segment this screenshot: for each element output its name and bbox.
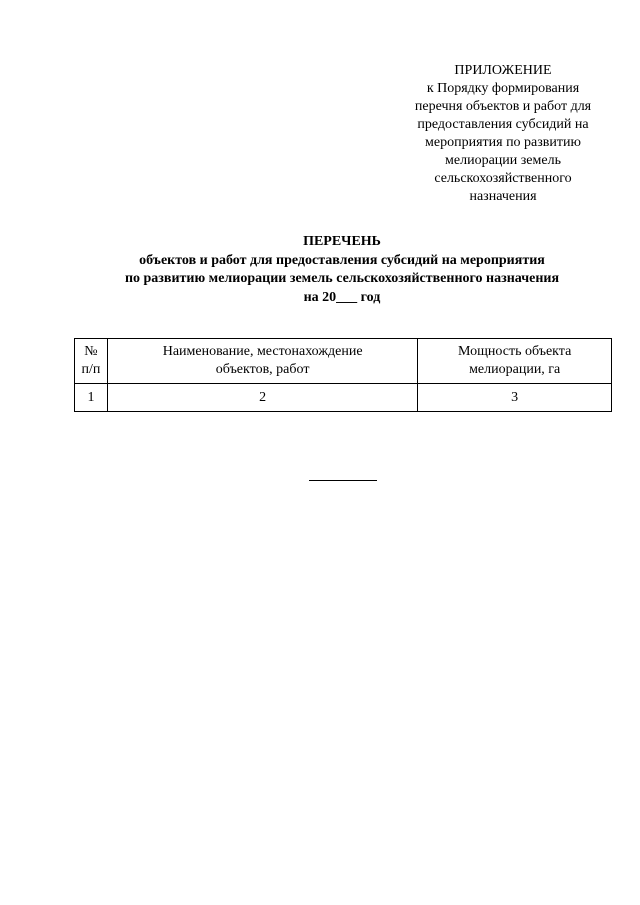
- document-title: [60, 233, 624, 307]
- column-number-cell: 3: [418, 384, 612, 412]
- title-line: на 20___ год: [303, 289, 381, 305]
- header-text: Наименование, местонахождение: [162, 344, 363, 359]
- title-heading: ПЕРЕЧЕНЬ: [303, 234, 381, 249]
- appendix-line: сельскохозяйственного: [434, 171, 572, 186]
- header-text: п/п: [81, 362, 101, 377]
- end-divider: [309, 480, 377, 481]
- appendix-line: назначения: [469, 189, 537, 204]
- header-text: Мощность объекта: [458, 344, 572, 359]
- header-text: №: [84, 344, 98, 359]
- header-cell-number: [75, 339, 108, 384]
- column-number-cell: 1: [75, 384, 108, 412]
- title-line: по развитию мелиорации земель сельскохозяйственного назначения: [124, 271, 560, 286]
- appendix-line: мелиорации земель: [445, 153, 561, 168]
- appendix-line: ПРИЛОЖЕНИЕ: [454, 63, 552, 78]
- column-number-cell: 2: [107, 384, 417, 412]
- appendix-line: мероприятия по развитию: [425, 135, 581, 150]
- title-line: объектов и работ для предоставления субсидий на мероприятия: [139, 252, 545, 268]
- appendix-line: предоставления субсидий на: [417, 117, 589, 132]
- header-text: мелиорации, га: [469, 362, 561, 377]
- header-cell-name: [107, 339, 417, 384]
- appendix-line: перечня объектов и работ для: [414, 99, 592, 114]
- header-text: объектов, работ: [215, 362, 310, 377]
- table-row: [75, 384, 612, 412]
- table-header-row: [75, 339, 612, 384]
- appendix-line: к Порядку формирования: [426, 81, 580, 96]
- appendix-block: [392, 62, 614, 206]
- header-cell-capacity: [418, 339, 612, 384]
- objects-table: [74, 338, 612, 412]
